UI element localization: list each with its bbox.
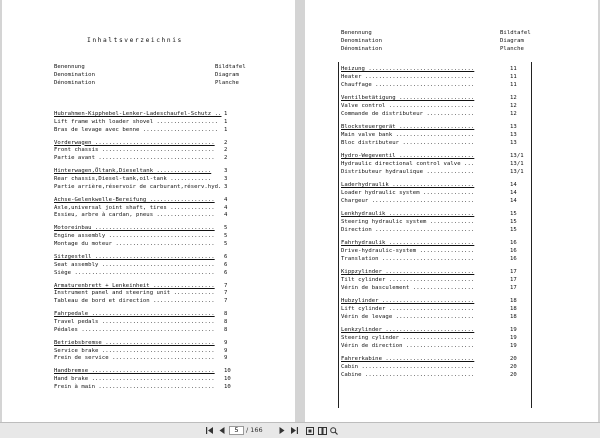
- toc-entry-group: [341, 95, 531, 118]
- toc-entry-label: Vorderwagen ...................................: [54, 139, 215, 146]
- toc-entry-group: [54, 225, 244, 248]
- toc-entry-label: Betriebsbremse ................................: [54, 339, 215, 346]
- toc-entry-group: [341, 182, 531, 205]
- toc-entry-plate-number: 1: [224, 111, 228, 117]
- toc-entry-plate-number: 7: [224, 290, 228, 297]
- toc-entry-plate-number: 13: [510, 139, 517, 146]
- toc-entry-label: Essieu, arbre à cardan, pneus .................: [54, 212, 215, 219]
- toc-entry-label: Pédales .......................................: [54, 326, 215, 333]
- toc-entry-plate-number: 10: [224, 376, 231, 383]
- toc-entry-label: Steering cylinder .....................: [341, 334, 475, 341]
- toc-entry-label: Translation ...........................: [341, 255, 475, 262]
- header-right-fr: Planche: [500, 46, 524, 52]
- toc-entry-label: Blocksteuergerät ......................: [341, 124, 475, 130]
- toc-entry-row[interactable]: [54, 225, 244, 233]
- toc-entry-plate-number: 5: [224, 233, 228, 240]
- toc-entry-group: [341, 327, 531, 350]
- toc-entry-row[interactable]: [341, 103, 531, 111]
- toc-entry-label: Laderhydraulik ........................: [341, 182, 475, 188]
- left-margin-rule: [338, 62, 339, 408]
- toc-entry-label: Bloc distributeur .....................: [341, 139, 475, 146]
- toc-entry-row[interactable]: [341, 124, 531, 132]
- toc-entry-label: Fahrhydraulik .........................: [341, 240, 475, 246]
- toc-entry-row[interactable]: [341, 256, 531, 264]
- toc-entry-plate-number: 13/1: [510, 168, 524, 175]
- header-right-en: Diagram: [500, 38, 524, 44]
- toc-entry-group: [54, 311, 244, 334]
- toc-entry-plate-number: 8: [224, 326, 228, 333]
- toc-entry-row[interactable]: [341, 74, 531, 82]
- toc-entry-label: Frein à main ..................................: [54, 383, 215, 390]
- toc-entry-plate-number: 19: [510, 342, 517, 349]
- toc-entry-label: Handbremse ....................................: [54, 368, 215, 375]
- toc-entry-label: Rear chassis,Diesel-tank,oil-tank ............: [54, 175, 212, 182]
- toc-entry-row[interactable]: [54, 283, 244, 291]
- toc-entry-plate-number: 7: [224, 282, 228, 289]
- toc-entry-row[interactable]: [54, 119, 244, 127]
- toc-entry-row[interactable]: [54, 147, 244, 155]
- toc-entry-row[interactable]: [341, 132, 531, 140]
- toc-entry-plate-number: 16: [510, 255, 517, 262]
- toc-entry-row[interactable]: [54, 319, 244, 327]
- toc-entry-group: [54, 340, 244, 363]
- toc-entry-label: Tilt cylinder .........................: [341, 276, 475, 283]
- toc-entry-plate-number: 7: [224, 298, 228, 305]
- header-right-en: Diagram: [215, 72, 239, 78]
- toc-entry-row[interactable]: [54, 327, 244, 335]
- fit-page-icon[interactable]: [305, 426, 315, 435]
- last-page-icon[interactable]: [289, 426, 299, 435]
- toc-entry-label: Travel pedals .................................: [54, 318, 215, 325]
- first-page-icon[interactable]: [205, 426, 215, 435]
- two-page-icon[interactable]: [317, 426, 327, 435]
- toc-entry-plate-number: 18: [510, 305, 517, 312]
- toc-entry-label: Steering hydraulic system .............: [341, 218, 475, 225]
- toc-entry-plate-number: 10: [224, 368, 231, 375]
- toc-entry-plate-number: 17: [510, 276, 517, 283]
- toc-entry-plate-number: 13/1: [510, 160, 524, 167]
- toc-entry-label: Seat assembly .................................: [54, 261, 215, 268]
- toc-entry-plate-number: 3: [224, 168, 228, 175]
- toc-entry-plate-number: 3: [224, 175, 228, 182]
- toc-entry-label: Chargeur ..............................: [341, 197, 475, 204]
- toc-entry-plate-number: 14: [510, 189, 517, 196]
- toc-entry-row[interactable]: [54, 127, 244, 135]
- toc-entry-label: Ventilbetätigung ......................: [341, 95, 475, 101]
- toc-entry-plate-number: 2: [224, 147, 228, 154]
- toc-entry-plate-number: 15: [510, 226, 517, 233]
- toc-entry-label: Hydro-Wegeventil ......................: [341, 153, 475, 159]
- toc-entry-row[interactable]: [341, 95, 531, 103]
- toc-entry-plate-number: 11: [510, 81, 517, 88]
- toc-entry-row[interactable]: [54, 168, 244, 176]
- next-page-icon[interactable]: [277, 426, 287, 435]
- left-page: [2, 0, 295, 422]
- toc-entry-row[interactable]: [54, 311, 244, 319]
- page-number-input[interactable]: [229, 426, 244, 435]
- toc-entry-plate-number: 18: [510, 298, 517, 304]
- prev-page-icon[interactable]: [217, 426, 227, 435]
- toc-entry-group: [341, 356, 531, 379]
- toc-entry-group: [341, 298, 531, 321]
- toc-entry-row[interactable]: [341, 343, 531, 351]
- header-right-fr: Planche: [215, 80, 239, 86]
- toc-entry-plate-number: 6: [224, 269, 228, 276]
- toc-entry-row[interactable]: [341, 248, 531, 256]
- toc-entry-plate-number: 8: [224, 311, 228, 318]
- toc-entry-plate-number: 19: [510, 334, 517, 341]
- toc-entry-plate-number: 6: [224, 254, 228, 260]
- toc-entry-row[interactable]: [341, 153, 531, 161]
- toc-entry-row[interactable]: [341, 314, 531, 322]
- toc-entry-label: Valve control .........................: [341, 102, 475, 109]
- toc-entry-row[interactable]: [341, 161, 531, 169]
- toc-entry-label: Lift cylinder .........................: [341, 305, 475, 312]
- toc-entry-label: Montage du moteur .............................: [54, 240, 215, 247]
- toc-entry-row[interactable]: [341, 227, 531, 235]
- toc-entry-group: [54, 197, 244, 220]
- toc-entry-group: [54, 140, 244, 163]
- viewer-toolbar: [0, 422, 600, 438]
- header-right-de: Bildtafel: [215, 64, 246, 70]
- toc-entry-row[interactable]: [54, 176, 244, 184]
- toc-entry-plate-number: 11: [510, 73, 517, 80]
- header-label-fr: Dénomination: [341, 46, 383, 52]
- toc-entry-row[interactable]: [54, 241, 244, 249]
- toc-entry-row[interactable]: [341, 190, 531, 198]
- toc-entry-plate-number: 16: [510, 247, 517, 254]
- zoom-icon[interactable]: [329, 426, 339, 435]
- toc-entry-group: [341, 240, 531, 263]
- toc-entry-plate-number: 5: [224, 225, 228, 232]
- toc-entry-label: Frein de service ..............................: [54, 355, 215, 362]
- page-indicator: [229, 425, 263, 435]
- toc-entry-row[interactable]: [54, 212, 244, 220]
- toc-entry-group: [54, 368, 244, 391]
- toc-entry-row[interactable]: [341, 111, 531, 119]
- toc-entry-plate-number: 19: [510, 327, 517, 333]
- toc-entry-row[interactable]: [341, 364, 531, 372]
- toc-entry-plate-number: 14: [510, 197, 517, 204]
- toc-entry-row[interactable]: [341, 327, 531, 335]
- toc-entry-row[interactable]: [54, 233, 244, 241]
- toc-entry-plate-number: 4: [224, 204, 228, 211]
- toc-entry-row[interactable]: [54, 355, 244, 363]
- toc-entry-plate-number: 11: [510, 66, 517, 72]
- toc-entry-label: Chauffage .............................: [341, 81, 475, 88]
- toc-entry-label: Achse-Gelenkwelle-Bereifung ...................: [54, 196, 215, 203]
- toc-entry-row[interactable]: [341, 82, 531, 90]
- toc-entry-row[interactable]: [341, 169, 531, 177]
- toc-entry-label: Motoreinbau ...................................: [54, 225, 215, 232]
- toc-entry-label: Axle,universal joint shaft, tires .............: [54, 204, 215, 211]
- toc-entry-group: [341, 269, 531, 292]
- toc-entry-row[interactable]: [341, 198, 531, 206]
- toc-entry-label: Lenkhydraulik .........................: [341, 211, 475, 217]
- toc-entry-row[interactable]: [54, 340, 244, 348]
- toc-entry-label: Sitzgestell ...................................: [54, 254, 215, 260]
- toc-entry-label: Lenkzylinder ..........................: [341, 327, 475, 333]
- toc-entry-plate-number: 9: [224, 355, 228, 362]
- toc-entry-label: Engine assembly ...............................: [54, 233, 215, 240]
- toc-entry-plate-number: 1: [224, 118, 228, 125]
- toc-entry-label: Cabin .................................: [341, 363, 475, 370]
- toc-entry-label: Vérin de levage .......................: [341, 313, 475, 320]
- right-page: [305, 0, 598, 422]
- toc-entry-label: Tableau de bord et direction ..................: [54, 298, 215, 305]
- toc-entry-row[interactable]: [54, 262, 244, 270]
- toc-entry-label: Partie avant ..................................: [54, 155, 215, 162]
- toc-entry-row[interactable]: [54, 184, 244, 192]
- toc-entry-group: [341, 66, 531, 89]
- toc-entry-label: Vérin de direction ....................: [341, 342, 475, 349]
- toc-entry-row[interactable]: [54, 384, 244, 392]
- toc-entry-plate-number: 15: [510, 218, 517, 225]
- toc-entry-group: [54, 254, 244, 277]
- toc-entry-plate-number: 4: [224, 212, 228, 219]
- toc-entry-label: Service brake .................................: [54, 347, 215, 354]
- total-pages: / 166: [246, 426, 263, 434]
- toc-entry-label: Drive-hydraulic-system ................: [341, 247, 475, 254]
- toc-entry-group: [341, 153, 531, 176]
- toc-entry-label: Fahrerkabine ..........................: [341, 356, 475, 362]
- toc-entry-row[interactable]: [54, 140, 244, 148]
- toc-entry-plate-number: 12: [510, 110, 517, 117]
- toc-entry-label: Siège .........................................: [54, 269, 215, 276]
- toc-entry-label: Fahrpedale ....................................: [54, 311, 215, 318]
- toc-entry-plate-number: 17: [510, 284, 517, 291]
- toc-entry-label: Hydraulic directional control valve ...: [341, 160, 475, 167]
- toc-entry-plate-number: 2: [224, 155, 228, 162]
- toc-entry-label: Heizung ...............................: [341, 66, 475, 72]
- toc-entry-row[interactable]: [54, 254, 244, 262]
- header-right-de: Bildtafel: [500, 30, 531, 36]
- header-label-de: Benennung: [54, 64, 85, 70]
- toc-entry-plate-number: 12: [510, 102, 517, 109]
- toc-entry-plate-number: 17: [510, 269, 517, 275]
- toc-entry-row[interactable]: [341, 356, 531, 364]
- toc-entry-plate-number: 2: [224, 139, 228, 146]
- toc-entry-row[interactable]: [54, 155, 244, 163]
- toc-entry-plate-number: 16: [510, 240, 517, 246]
- toc-entry-label: Partie arrière,réservoir de carburant,réserv.hyd.: [54, 183, 222, 190]
- toc-entry-label: Hinterwagen,Öltank,Dieseltank ................: [54, 168, 212, 175]
- toc-entry-row[interactable]: [54, 290, 244, 298]
- toc-entry-group: [341, 211, 531, 234]
- toc-entry-label: Hubrahmen-Kipphebel-Lenker-Ladeschaufel-Schutz ..: [54, 111, 222, 117]
- toc-entry-label: Bras de levage avec benne ......................: [54, 126, 219, 133]
- toc-entry-plate-number: 13: [510, 124, 517, 130]
- toc-entry-row[interactable]: [54, 376, 244, 384]
- toc-entry-row[interactable]: [54, 111, 244, 119]
- toc-entry-row[interactable]: [341, 277, 531, 285]
- toc-entry-plate-number: 9: [224, 347, 228, 354]
- toc-entry-group: [54, 111, 244, 134]
- toc-entry-row[interactable]: [341, 298, 531, 306]
- toc-entry-row[interactable]: [341, 140, 531, 148]
- toc-entry-plate-number: 3: [224, 183, 228, 190]
- toc-entry-label: Commande de distributeur ..............: [341, 110, 475, 117]
- toc-entry-row[interactable]: [54, 348, 244, 356]
- toc-entry-label: Kippzylinder ..........................: [341, 269, 475, 275]
- toc-entry-plate-number: 15: [510, 211, 517, 217]
- toc-entry-row[interactable]: [341, 269, 531, 277]
- toc-entry-label: Loader hydraulic system ...............: [341, 189, 475, 196]
- toc-entry-group: [341, 124, 531, 147]
- header-label-fr: Dénomination: [54, 80, 96, 86]
- header-label-en: Denomination: [54, 72, 96, 78]
- toc-entry-plate-number: 20: [510, 363, 517, 370]
- toc-entry-plate-number: 5: [224, 240, 228, 247]
- toc-entry-plate-number: 14: [510, 182, 517, 188]
- toc-entry-row[interactable]: [341, 306, 531, 314]
- toc-entry-plate-number: 20: [510, 371, 517, 378]
- toc-entry-row[interactable]: [341, 182, 531, 190]
- toc-entry-row[interactable]: [54, 368, 244, 376]
- toc-entry-group: [54, 168, 244, 191]
- toc-entry-label: Main valve bank .......................: [341, 131, 475, 138]
- toc-entry-label: Distributeur hydraulique ..............: [341, 168, 475, 175]
- toc-entry-plate-number: 12: [510, 95, 517, 101]
- toc-entry-label: Direction .............................: [341, 226, 475, 233]
- toc-entry-plate-number: 18: [510, 313, 517, 320]
- toc-entry-label: Lift frame with loader shovel ..................: [54, 118, 219, 125]
- toc-entry-label: Heater ................................: [341, 73, 475, 80]
- toc-title: Inhaltsverzeichnis: [87, 37, 183, 44]
- toc-entry-plate-number: 4: [224, 196, 228, 203]
- toc-entry-row[interactable]: [341, 211, 531, 219]
- toc-entry-plate-number: 13: [510, 131, 517, 138]
- toc-entry-label: Front chassis .................................: [54, 147, 215, 154]
- toc-entry-row[interactable]: [341, 66, 531, 74]
- right-margin-rule: [531, 62, 532, 408]
- toc-entry-plate-number: 20: [510, 356, 517, 362]
- toc-entry-group: [54, 283, 244, 306]
- toc-entry-plate-number: 10: [224, 383, 231, 390]
- toc-entry-label: Vérin de basculement ..................: [341, 284, 475, 291]
- toc-entry-row[interactable]: [341, 219, 531, 227]
- toc-entry-row[interactable]: [54, 270, 244, 278]
- toc-entry-plate-number: 6: [224, 261, 228, 268]
- toc-entry-label: Armaturenbrett + Lenkeinheit ..................: [54, 282, 215, 289]
- toc-entry-plate-number: 13/1: [510, 153, 524, 159]
- header-label-de: Benennung: [341, 30, 372, 36]
- toc-entry-label: Hand brake ....................................: [54, 376, 215, 383]
- toc-entry-plate-number: 9: [224, 339, 228, 346]
- toc-entry-plate-number: 1: [224, 126, 228, 133]
- toc-entry-plate-number: 8: [224, 318, 228, 325]
- header-label-en: Denomination: [341, 38, 383, 44]
- toc-entry-row[interactable]: [341, 372, 531, 380]
- toc-entry-row[interactable]: [54, 298, 244, 306]
- toc-entry-label: Hubzylinder ...........................: [341, 298, 475, 304]
- toc-entry-label: Cabine ................................: [341, 371, 475, 378]
- toc-entry-row[interactable]: [54, 197, 244, 205]
- toc-entry-row[interactable]: [341, 285, 531, 293]
- toc-entry-row[interactable]: [341, 335, 531, 343]
- toc-entry-row[interactable]: [341, 240, 531, 248]
- toc-entry-label: Instrument panel and steering unit ............: [54, 290, 215, 297]
